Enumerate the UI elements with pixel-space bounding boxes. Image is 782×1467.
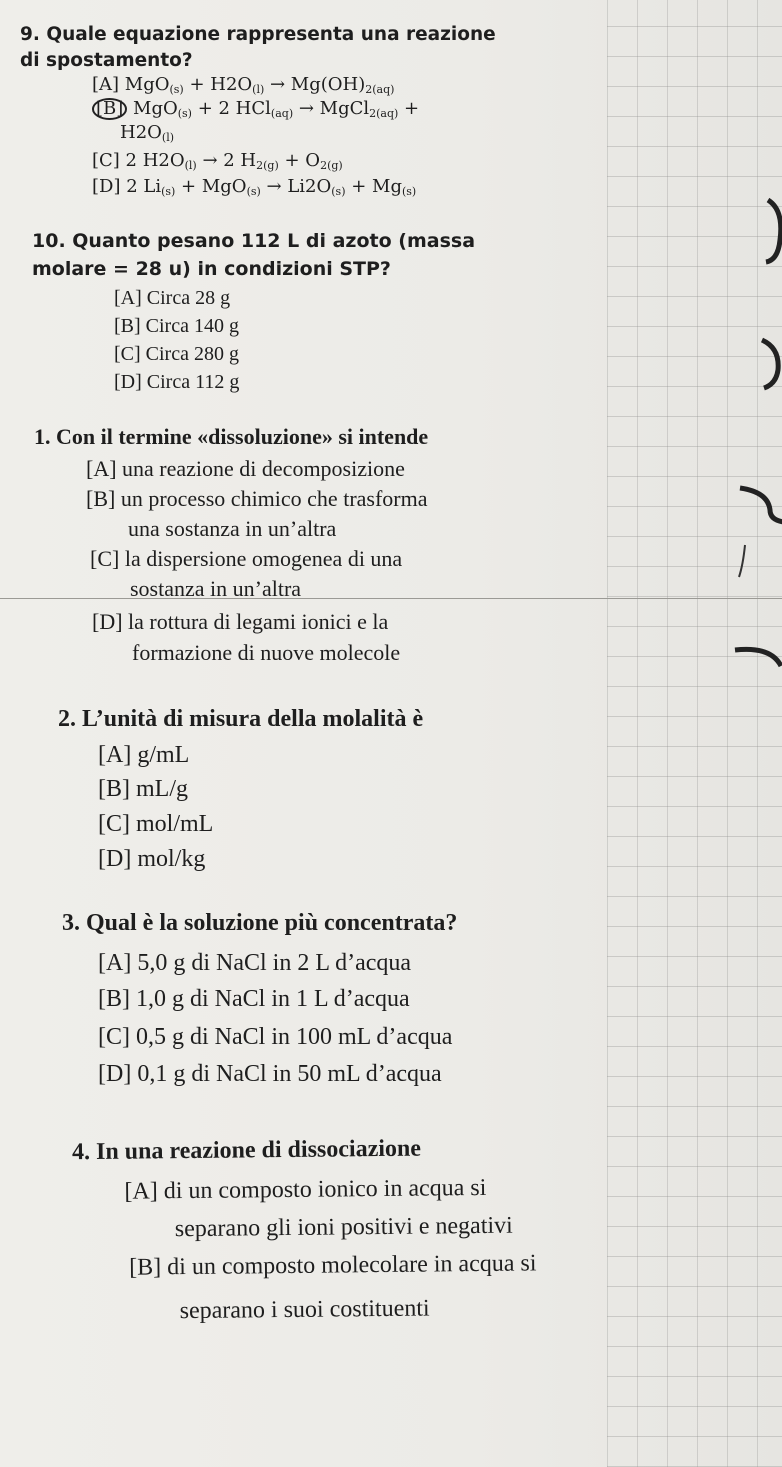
question-2-option-b: [B] mL/g: [98, 776, 188, 802]
question-4-title: 4. In una reazione di dissociazione: [71, 1135, 422, 1166]
question-1-title: 1. Con il termine «dissoluzione» si intende: [34, 424, 429, 449]
question-9-option-b-line1: MgO$_{(s)}$ + 2 HCl$_{(aq)}$ → MgCl$_{2(aq)}$ +: [133, 98, 420, 120]
question-9-option-c: [C] 2 $H2O_{(l)} \to 2$ $H_{2(g)} + O_{2(g)}$: [92, 150, 343, 172]
question-10-title-line1: 10. Quanto pesano 112 L di azoto (massa: [32, 230, 476, 252]
question-2-option-a: [A] g/mL: [98, 742, 190, 768]
question-9-title-line1: 9. Quale equazione rappresenta una reazione: [20, 24, 496, 45]
question-4-option-a-line1: [A] di un composto ionico in acqua si: [124, 1174, 487, 1205]
question-9-title-line2: di spostamento?: [20, 50, 193, 71]
question-10-option-b: [B] Circa 140 g: [114, 315, 239, 337]
question-1-option-a: [A] una reazione di decomposizione: [86, 456, 405, 481]
question-3-title: 3. Qual è la soluzione più concentrata?: [62, 910, 458, 936]
question-1-option-c-line1: [C] la dispersione omogenea di una: [90, 546, 403, 571]
question-2-option-d: [D] mol/kg: [98, 846, 206, 872]
question-9-option-a: [A] $MgO_{(s)} + H2O_{(l)} \to Mg(OH)_{2(aq)}$: [92, 74, 395, 96]
question-9-option-d: [D] 2 $Li_{(s)} + MgO_{(s)} \to Li2O_{(s)} + Mg_{(s)}$: [92, 176, 417, 198]
page-fold-line: [0, 598, 782, 599]
question-3-option-c: [C] 0,5 g di NaCl in 100 mL d’acqua: [98, 1024, 453, 1050]
question-2-title: 2. L’unità di misura della molalità è: [58, 706, 424, 732]
question-4-option-b-line1: [B] di un composto molecolare in acqua si: [129, 1250, 537, 1281]
question-10-option-c: [C] Circa 280 g: [114, 343, 239, 365]
question-9-option-b: [92, 98, 419, 120]
question-4-option-b-line2: separano i suoi costituenti: [179, 1295, 430, 1325]
question-1-option-b-line2: una sostanza in un’altra: [128, 516, 337, 541]
question-3-option-a: [A] 5,0 g di NaCl in 2 L d’acqua: [98, 950, 412, 976]
question-3-option-d: [D] 0,1 g di NaCl in 50 mL d’acqua: [98, 1061, 442, 1087]
question-2-option-c: [C] mol/mL: [98, 811, 214, 837]
question-10-option-a: [A] Circa 28 g: [114, 287, 231, 309]
question-9-option-b-line2: $H2O_{(l)}$: [120, 122, 175, 144]
question-1-option-b-line1: [B] un processo chimico che trasforma: [86, 486, 428, 511]
question-3-option-b: [B] 1,0 g di NaCl in 1 L d’acqua: [98, 986, 410, 1012]
option-b-letter: B: [103, 98, 117, 119]
question-10-title-line2: molare = 28 u) in condizioni STP?: [32, 258, 391, 280]
question-1-option-d-line2: formazione di nuove molecole: [132, 640, 401, 665]
selected-answer-circle: [B]: [92, 98, 127, 120]
question-4-option-a-line2: separano gli ioni positivi e negativi: [174, 1212, 513, 1243]
question-1-option-d-line1: [D] la rottura di legami ionici e la: [92, 609, 389, 634]
question-10-option-d: [D] Circa 112 g: [114, 371, 240, 393]
question-1-option-c-line2: sostanza in un’altra: [130, 576, 302, 601]
